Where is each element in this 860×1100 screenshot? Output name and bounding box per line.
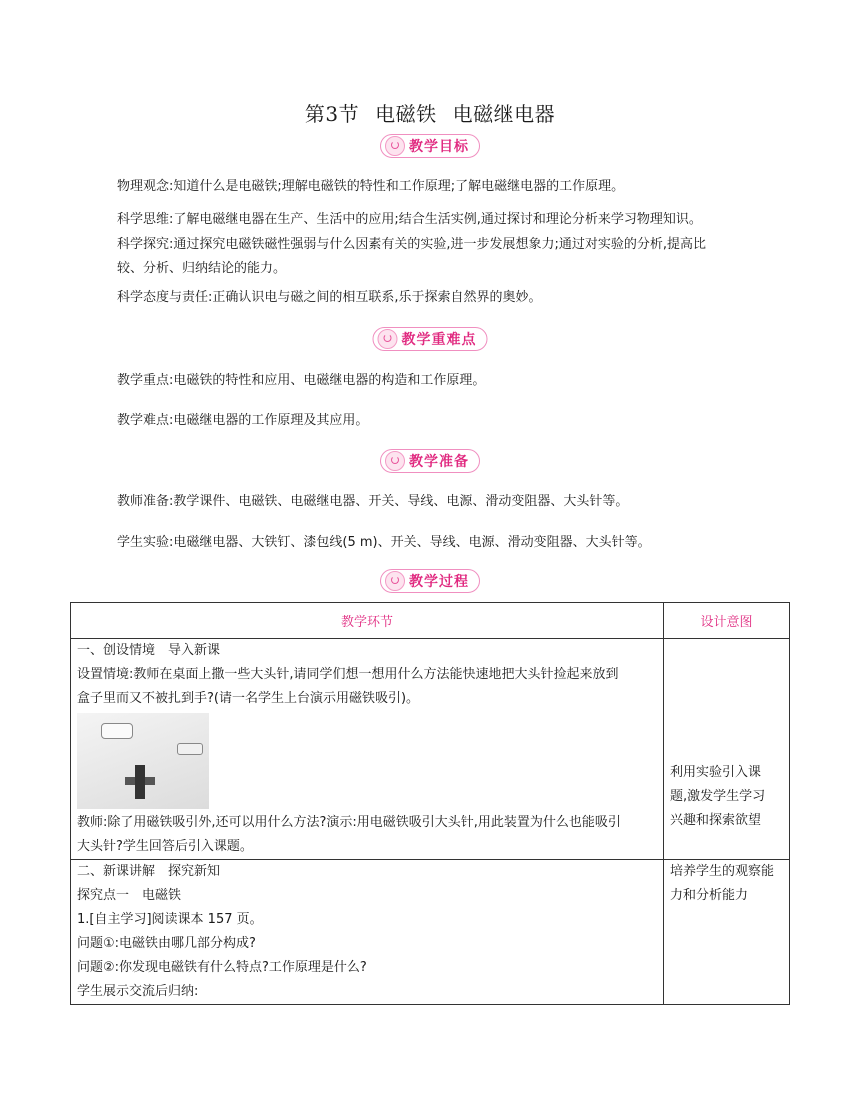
badge-icon — [378, 329, 398, 349]
row2-text: 探究点一 电磁铁 — [77, 888, 182, 903]
goal-inquiry-cont: 较、分析、归纳结论的能力。 — [117, 261, 287, 276]
row1-text: 设置情境:教师在桌面上撒一些大头针,请同学们想一想用什么方法能快速地把大头针捡起来放到 — [77, 667, 619, 682]
row2-text: 1.[自主学习]阅读课本 157 页。 — [77, 912, 263, 927]
table-row — [71, 639, 790, 860]
section-badge-prep: 教学准备 — [380, 449, 480, 473]
goal-inquiry: 科学探究:通过探究电磁铁磁性强弱与什么因素有关的实验,进一步发展想象力;通过对实验的分析,提高比 — [117, 237, 707, 252]
prep-teacher: 教师准备:教学课件、电磁铁、电磁继电器、开关、导线、电源、滑动变阻器、大头针等。 — [117, 494, 629, 509]
key-focus: 教学重点:电磁铁的特性和应用、电磁继电器的构造和工作原理。 — [117, 373, 486, 388]
header-intent: 设计意图 — [664, 603, 790, 639]
badge-icon — [385, 136, 405, 156]
page-title: 第3节 电磁铁 电磁继电器 — [304, 102, 556, 126]
row1-text: 大头针?学生回答后引入课题。 — [77, 839, 253, 854]
electromagnet-photo — [77, 713, 209, 809]
row1-text: 教师:除了用磁铁吸引外,还可以用什么方法?演示:用电磁铁吸引大头针,用此装置为什么也能吸引 — [77, 815, 621, 830]
prep-student: 学生实验:电磁继电器、大铁钉、漆包线(5 m)、开关、导线、电源、滑动变阻器、大头针等。 — [117, 535, 651, 550]
row2-text: 问题②:你发现电磁铁有什么特点?工作原理是什么? — [77, 960, 367, 975]
row2-heading: 二、新课讲解 探究新知 — [77, 864, 221, 879]
intent-line: 培养学生的观察能 — [670, 864, 775, 879]
row1-heading: 一、创设情境 导入新课 — [77, 643, 221, 658]
row1-text: 盒子里而又不被扎到手?(请一名学生上台演示用磁铁吸引)。 — [77, 691, 420, 706]
table-header-row — [71, 603, 790, 639]
row2-content — [71, 860, 664, 1005]
intent-line: 利用实验引入课 — [670, 765, 762, 780]
row2-intent — [664, 860, 790, 1005]
badge-icon — [385, 571, 405, 591]
badge-icon — [385, 451, 405, 471]
row2-text: 问题①:电磁铁由哪几部分构成? — [77, 936, 256, 951]
key-difficulty: 教学难点:电磁继电器的工作原理及其应用。 — [117, 413, 369, 428]
goal-physics: 物理观念:知道什么是电磁铁;理解电磁铁的特性和工作原理;了解电磁继电器的工作原理。 — [117, 179, 625, 194]
intent-line: 题,激发学生学习 — [670, 789, 766, 804]
intent-line: 兴趣和探索欲望 — [670, 813, 762, 828]
intent-line: 力和分析能力 — [670, 888, 749, 903]
section-badge-key: 教学重难点 — [373, 327, 488, 351]
row1-intent — [664, 639, 790, 860]
section-badge-process: 教学过程 — [380, 569, 480, 593]
row1-content — [71, 639, 664, 860]
row2-text: 学生展示交流后归纳: — [77, 984, 199, 999]
header-step: 教学环节 — [71, 603, 664, 639]
section-badge-goals: 教学目标 — [380, 134, 480, 158]
process-table — [70, 602, 790, 1005]
goal-thinking: 科学思维:了解电磁继电器在生产、生活中的应用;结合生活实例,通过探讨和理论分析来学习物理知识。 — [117, 212, 702, 227]
table-row — [71, 860, 790, 1005]
goal-attitude: 科学态度与责任:正确认识电与磁之间的相互联系,乐于探索自然界的奥妙。 — [117, 290, 542, 305]
